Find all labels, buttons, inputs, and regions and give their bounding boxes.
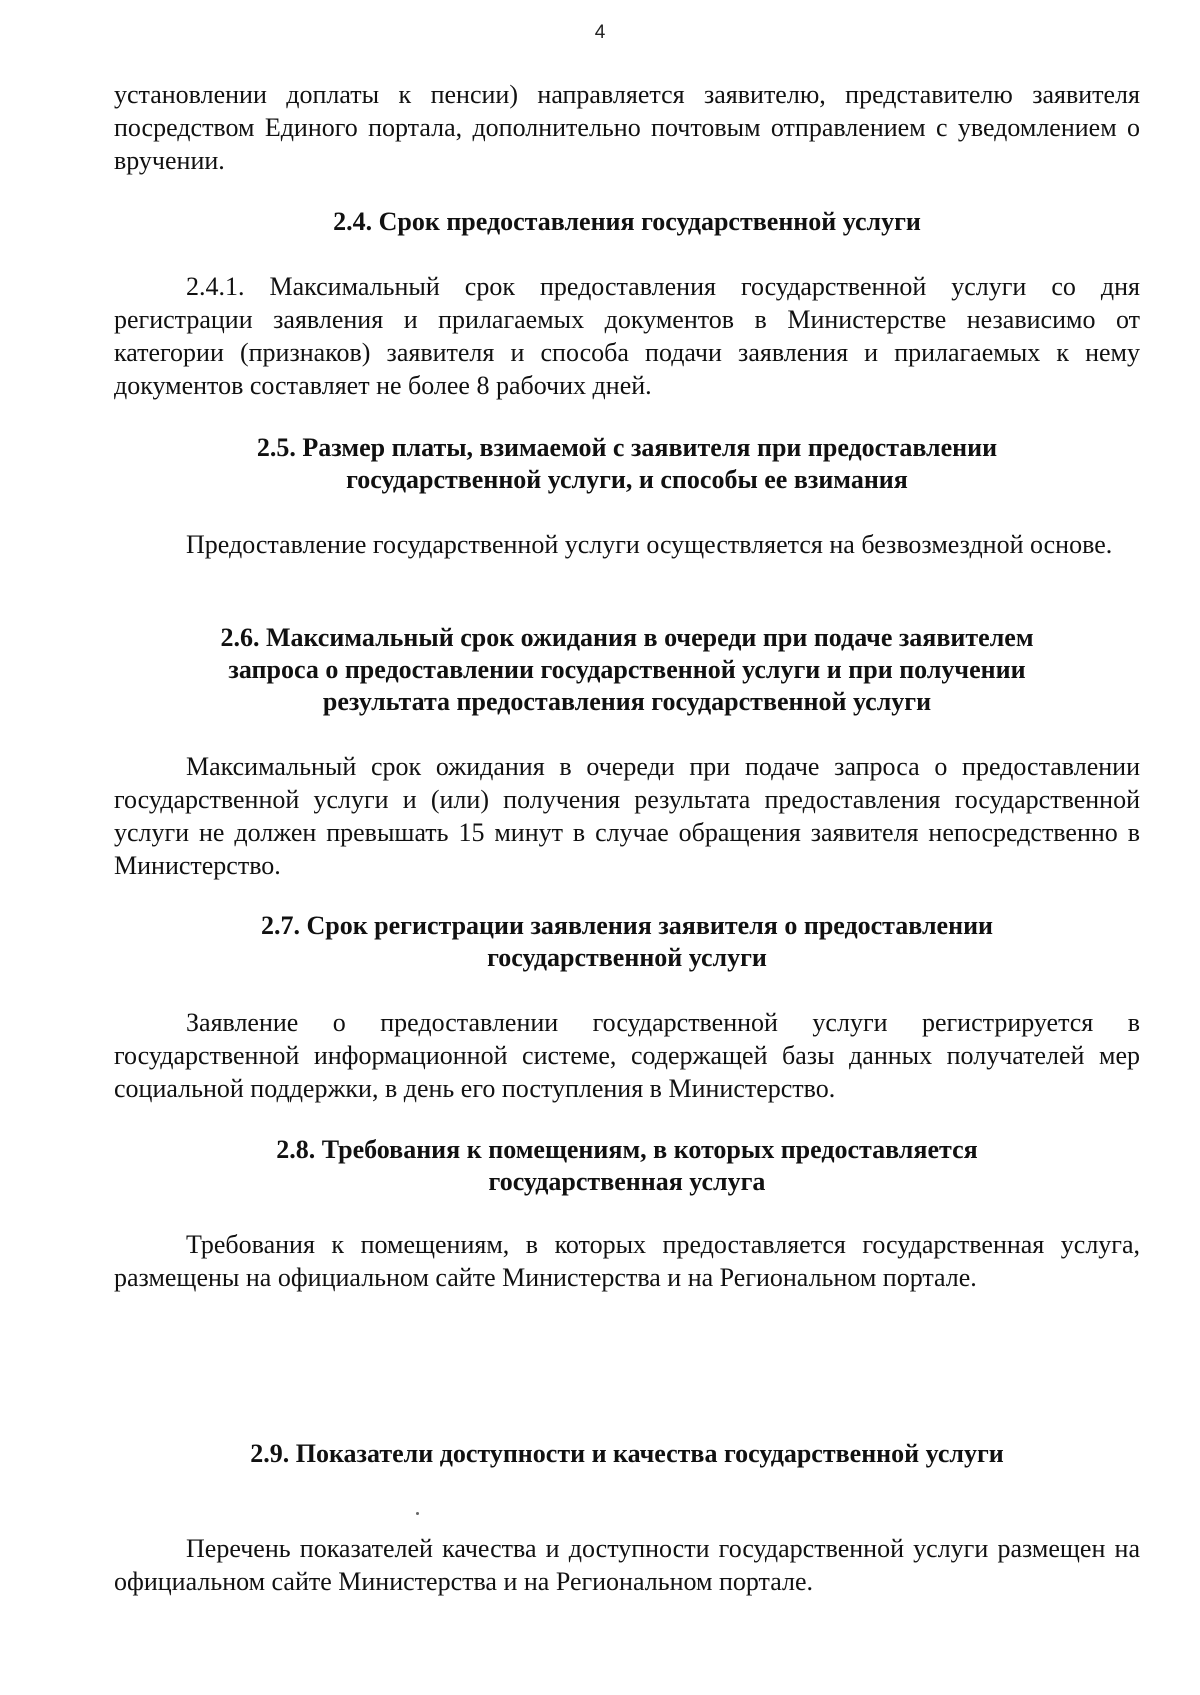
section-heading-2-8 [114,1134,1140,1198]
section-heading-2-7 [114,910,1140,974]
page-number: 4 [594,22,606,43]
section-paragraph-2-7: Заявление о предоставлении государственной услуги регистрируется в государственной информационной системе, содержащей базы данных получателей мер социальной поддержки, в день его поступления в Министерство. [114,1008,1140,1103]
heading-line: 2.7. Срок регистрации заявления заявителя о предоставлении [260,911,994,940]
section-heading-2-9 [114,1438,1140,1470]
section-paragraph-2-5: Предоставление государственной услуги осуществляется на безвозмездной основе. [186,530,1113,559]
section-heading-2-4 [114,206,1140,238]
intro-paragraph: установлении доплаты к пенсии) направляется заявителю, представителю заявителя посредством Единого портала, дополнительно почтовым отправлением с уведомлением о вручении. [114,80,1140,175]
heading-line: запроса о предоставлении государственной услуги и при получении [228,655,1026,684]
heading-line: 2.4. Срок предоставления государственной услуги [333,207,921,236]
section-heading-2-5 [114,432,1140,496]
heading-line: государственной услуги, и способы ее взимания [346,465,908,494]
section-paragraph-2-6: Максимальный срок ожидания в очереди при подаче запроса о предоставлении государственной услуги и (или) получения результата предоставления государственной услуги не должен превышать 15 минут в случае обращения заявителя непосредственно в Министерство. [114,752,1140,880]
heading-line: 2.5. Размер платы, взимаемой с заявителя при предоставлении [256,433,998,462]
section-paragraph-2-8: Требования к помещениям, в которых предоставляется государственная услуга, размещены на официальном сайте Министерства и на Региональном портале. [114,1230,1140,1292]
heading-line: 2.8. Требования к помещениям, в которых предоставляется [276,1135,978,1164]
heading-line: 2.9. Показатели доступности и качества государственной услуги [250,1439,1004,1468]
section-paragraph-2-4: 2.4.1. Максимальный срок предоставления государственной услуги со дня регистрации заявления и прилагаемых документов в Министерстве независимо от категории (признаков) заявителя и способа подачи заявления и прилагаемых к нему документов составляет не более 8 рабочих дней. [114,272,1140,400]
heading-line: результата предоставления государственной услуги [322,687,932,716]
section-paragraph-2-9: Перечень показателей качества и доступности государственной услуги размещен на официальном сайте Министерства и на Региональном портале. [114,1534,1140,1596]
heading-line: государственной услуги [487,943,767,972]
scan-speck [416,1512,419,1515]
heading-line: 2.6. Максимальный срок ожидания в очереди при подаче заявителем [220,623,1034,652]
heading-line: государственная услуга [488,1167,766,1196]
section-heading-2-6 [114,622,1140,718]
